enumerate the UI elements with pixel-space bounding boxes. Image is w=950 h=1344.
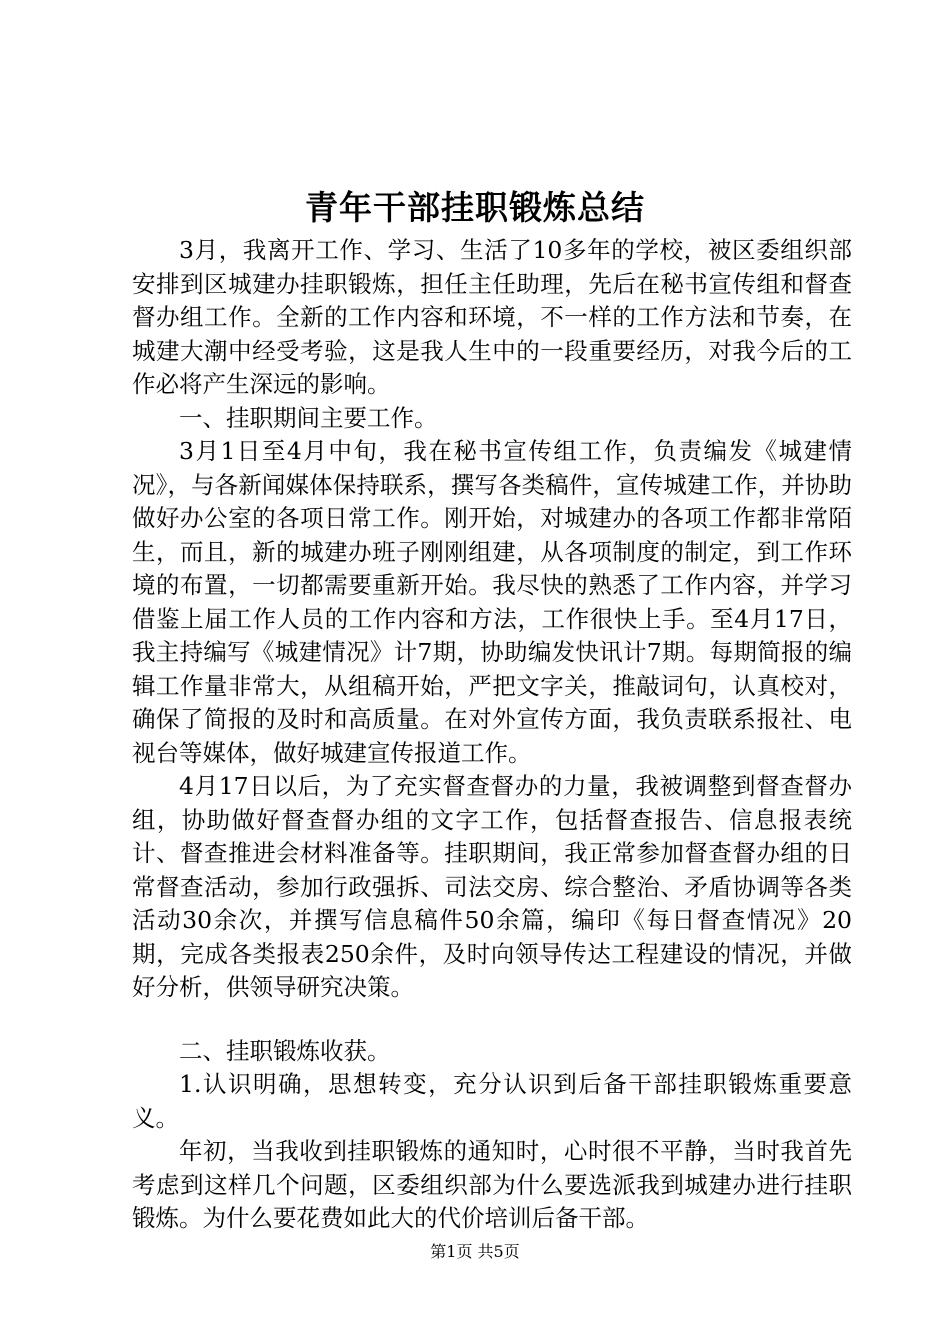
section-heading-main-work: 一、挂职期间主要工作。	[179, 403, 438, 432]
document-title: 青年干部挂职锻炼总结	[305, 188, 645, 227]
document-body	[132, 234, 852, 1236]
paragraph-secretary-work: 3月1日至4月中旬，我在秘书宣传组工作，负责编发《城建情况》，与各新闻媒体保持联系，撰写各类稿件，宣传城建工作，并协助做好办公室的各项日常工作。刚开始，对城建办的各项工作都非常陌生，而且，新的城建办班子刚刚组建，从各项制度的制定，到工作环境的布置，一切都需要重新开始。我尽快的熟悉了工作内容，并学习借鉴上届工作人员的工作内容和方法，工作很快上手。至4月17日，我主持编写《城建情况》计7期，协助编发快讯计7期。每期简报的编辑工作量非常大，从组稿开始，严把文字关，推敲词句，认真校对，确保了简报的及时和高质量。在对外宣传方面，我负责联系报社、电视台等媒体，做好城建宣传报道工作。	[132, 437, 852, 767]
section-heading-gains: 二、挂职锻炼收获。	[179, 1036, 391, 1065]
page-number-footer: 第1页 共5页	[430, 1242, 520, 1261]
paragraph-reflection: 年初，当我收到挂职锻炼的通知时，心时很不平静，当时我首先考虑到这样几个问题，区委组织部为什么要选派我到城建办进行挂职锻炼。为什么要花费如此大的代价培训后备干部。	[132, 1137, 852, 1232]
paragraph-supervision-work: 4月17日以后，为了充实督查督办的力量，我被调整到督查督办组，协助做好督查督办组的文字工作，包括督查报告、信息报表统计、督查推进会材料准备等。挂职期间，我正常参加督查督办组的日常督查活动，参加行政强拆、司法交房、综合整治、矛盾协调等各类活动30余次，并撰写信息稿件50余篇，编印《每日督查情况》20期，完成各类报表250余件，及时向领导传达工程建设的情况，并做好分析，供领导研究决策。	[132, 772, 852, 1001]
paragraph-intro: 3月，我离开工作、学习、生活了10多年的学校，被区委组织部安排到区城建办挂职锻炼，担任主任助理，先后在秘书宣传组和督查督办组工作。全新的工作内容和环境，不一样的工作方法和节奏，在城建大潮中经受考验，这是我人生中的一段重要经历，对我今后的工作必将产生深远的影响。	[132, 236, 852, 398]
subheading-understanding: 1.认识明确，思想转变，充分认识到后备干部挂职锻炼重要意义。	[132, 1070, 852, 1132]
